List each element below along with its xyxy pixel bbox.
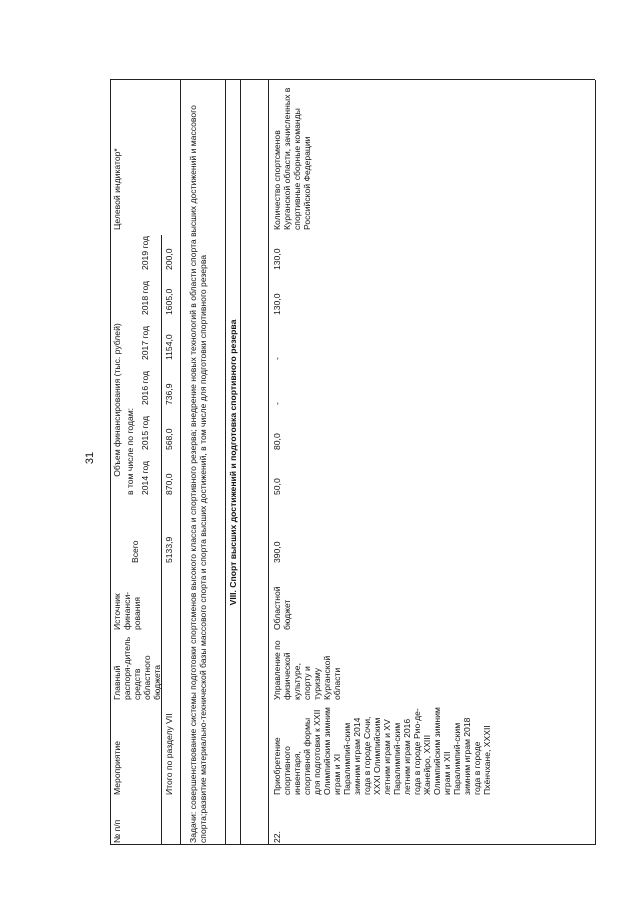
table-left-border bbox=[110, 844, 595, 845]
page-number: 31 bbox=[84, 451, 97, 465]
row22-manager: Управление по физической культуре, спорту и туризму Курганской области bbox=[272, 640, 342, 700]
header-num: № п/п bbox=[112, 819, 122, 843]
row22-top-border bbox=[268, 80, 269, 845]
row22-source: Областной бюджет bbox=[272, 586, 292, 630]
header-year-2018: 2018 год bbox=[140, 280, 150, 315]
tasks-text: Задачи: совершенствование системы подготовки спортсменов высокого класса и спортивного резерва; внедрение новых технологий в области спорта высших достижений и массового спорта;развитие материально-технической базы массового спорта и спорта высших достижений, в том числе для подготовки спортивного резерва bbox=[188, 105, 208, 843]
row22-indicator: Количество спортсменов Курганской области, зачисленных в спортивные сборные команды Российской Федерации bbox=[272, 87, 312, 230]
header-source: Источник финанси-рования bbox=[112, 591, 142, 630]
header-manager: Главный распоря-дитель средств областного бюджета bbox=[112, 636, 162, 700]
header-year-2014: 2014 год bbox=[140, 460, 150, 495]
total-value: 5133,9 bbox=[164, 536, 174, 563]
total-2016: 736,9 bbox=[164, 383, 174, 405]
row22-event: Приобретение спортивного инвентаря, спортивной формы для подготовки к XXII Олимпийским зимним играм и XI Паралимпий-ским зимним играм 2014 года в городе Сочи, XXXI Олимпийским летним играм и XV Паралимпий-ским летним играм 2016 года в городе Рио-де-Жанейро, XXIII Олимпийским зимним играм и XII Паралимпий-ским зимним играм 2018 года в городе Пхёнчхане, XXXII bbox=[272, 707, 492, 795]
total-label: Итого по разделу VII bbox=[164, 713, 174, 795]
header-year-2015: 2015 год bbox=[140, 415, 150, 450]
row22-2017: - bbox=[272, 357, 282, 360]
total-row-bottom-border bbox=[180, 80, 181, 845]
total-2019: 200,0 bbox=[164, 248, 174, 270]
header-year-2019: 2019 год bbox=[140, 235, 150, 270]
total-2015: 568,0 bbox=[164, 428, 174, 450]
row22-2016: - bbox=[272, 402, 282, 405]
header-indicator: Целевой индикатор* bbox=[112, 148, 122, 230]
section-title: VIII. Спорт высших достижений и подготовка спортивного резерва bbox=[228, 319, 238, 606]
header-by-years: в том числе по годам: bbox=[125, 407, 135, 495]
table-bottom-border bbox=[595, 80, 596, 845]
row22-2014: 50,0 bbox=[272, 478, 282, 495]
total-2014: 870,0 bbox=[164, 473, 174, 495]
total-2017: 1154,0 bbox=[164, 334, 174, 360]
header-year-2016: 2016 год bbox=[140, 370, 150, 405]
row22-num: 22. bbox=[272, 831, 282, 843]
row22-2018: 130,0 bbox=[272, 293, 282, 315]
header-year-2017: 2017 год bbox=[140, 325, 150, 360]
row22-2019: 130,0 bbox=[272, 248, 282, 270]
header-total: Всего bbox=[130, 540, 140, 563]
header-funding: Объем финансирования (тыс. рублей) bbox=[112, 323, 122, 477]
tasks-bottom-border bbox=[225, 80, 226, 845]
table-right-border bbox=[110, 79, 595, 80]
section-bottom-border bbox=[240, 80, 241, 845]
table-top-border bbox=[110, 80, 111, 845]
total-2018: 1605,0 bbox=[164, 288, 174, 315]
header-event: Мероприятие bbox=[112, 741, 122, 795]
row22-total: 390,0 bbox=[272, 541, 282, 563]
header-bottom-border bbox=[161, 235, 162, 845]
row22-2015: 80,0 bbox=[272, 433, 282, 450]
